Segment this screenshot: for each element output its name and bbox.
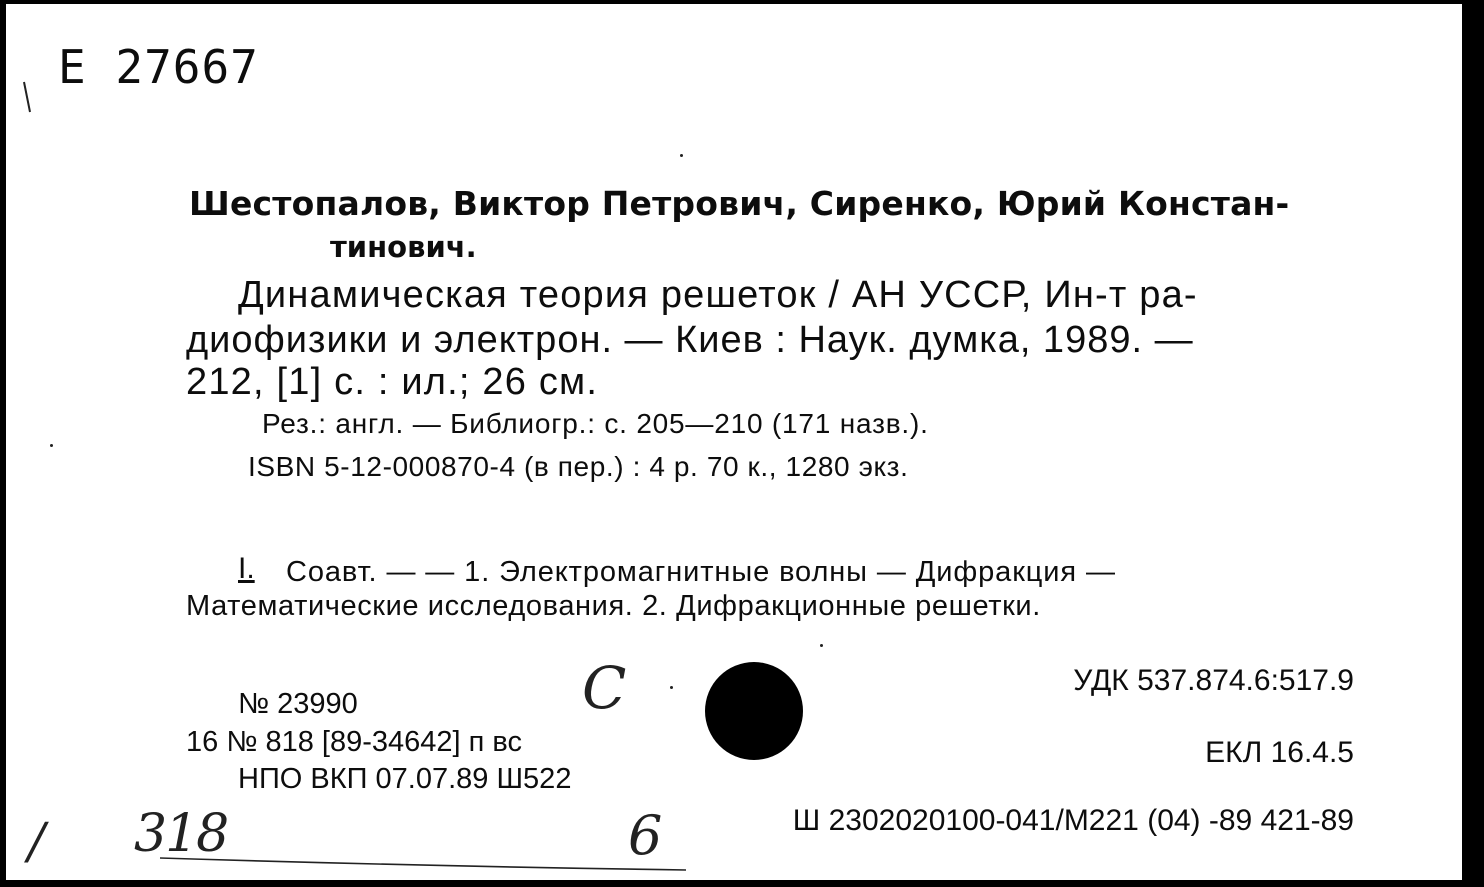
speck-1 [680,154,683,157]
author-heading-line-1: Шестопалов, Виктор Петрович, Сиренко, Юрий Констан- [189,184,1290,223]
subject-marker: I. [238,552,255,585]
print-info-text-1: 16 № 818 [89-34642] п вс [186,726,522,758]
handwritten-underline [156,844,696,874]
handwritten-six: 6 [628,804,663,867]
handwritten-c: С [582,654,627,722]
udk-code: УДК 537.874.6:517.9 [1073,664,1354,697]
call-number: E 27667 [58,40,259,94]
punch-hole [705,662,803,760]
subjects-line-1: Соавт. — — 1. Электромагнитные волны — Дифракция — [286,556,1116,588]
title-line-3: 212, [1] с. : ил.; 26 см. [186,361,599,403]
title-line-2: диофизики и электрон. — Киев : Наук. думка, 1989. — [186,319,1194,361]
speck-2 [50,444,53,447]
catalog-card [6,4,1472,880]
speck-3 [670,686,673,689]
speck-4 [820,644,823,647]
card-right-edge [1462,4,1472,880]
ekl-code: ЕКЛ 16.4.5 [1205,736,1354,769]
author-heading-line-2: тинович. [330,230,477,264]
print-info-line-2: НПО ВКП 07.07.89 Ш522 [238,763,572,795]
subjects-line-2: Математические исследования. 2. Дифракционные решетки. [186,590,1041,622]
handwritten-slash: / [28,812,45,870]
isbn-line: ISBN 5-12-000870-4 (в пер.) : 4 р. 70 к., 1280 экз. [248,451,909,482]
classification-code: Ш 2302020100-041/М221 (04) -89 421-89 [792,804,1354,837]
pencil-tick-mark [20,78,34,118]
notes-line-1: Рез.: англ. — Библиогр.: с. 205—210 (171 назв.). [262,408,929,439]
print-info-line-1 [186,726,522,759]
order-number: № 23990 [238,688,358,720]
handwritten-count: 318 [134,804,228,864]
title-line-1: Динамическая теория решеток / АН УССР, Ин-т ра- [238,274,1198,316]
